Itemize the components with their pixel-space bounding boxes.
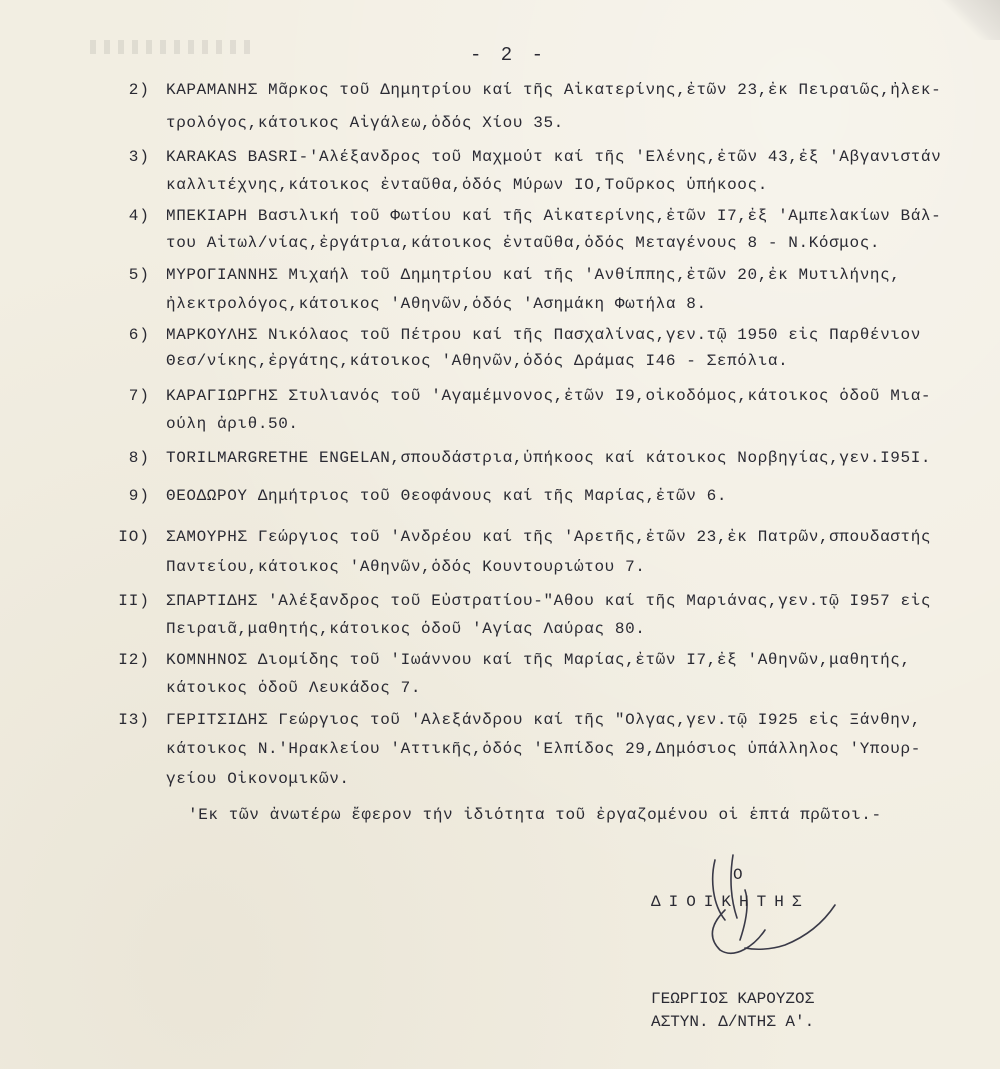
closing-remark: 'Εκ τῶν ἀνωτέρω ἔφερον τήν ἰδιότητα τοῦ ἐργαζομένου οἱ ἑπτά πρῶτοι.- [188, 806, 882, 824]
entry-line: ούλη ἀριθ.50. [166, 415, 299, 433]
entry-number: 5) [128, 266, 150, 284]
entry-line: ΚΟΜΝΗΝΟΣ Διομίδης τοῦ 'Ιωάννου καί τῆς Μαρίας,ἐτῶν Ι7,ἐξ 'Αθηνῶν,μαθητής, [166, 651, 911, 669]
entry-line: ΚΑΡΑΓΙΩΡΓΗΣ Στυλιανός τοῦ 'Αγαμέμνονος,ἐτῶν Ι9,οἰκοδόμος,κάτοικος ὁδοῦ Μια- [166, 387, 932, 405]
page-corner-fold [940, 0, 1000, 40]
entry-line: ἠλεκτρολόγος,κάτοικος 'Αθηνῶν,ὁδός 'Ασημάκη Φωτήλα 8. [166, 295, 707, 313]
entry-line: γείου Οἰκονομικῶν. [166, 770, 350, 788]
entry-line: του Αἰτωλ/νίας,ἐργάτρια,κάτοικος ἐνταῦθα,ὁδός Μεταγένους 8 - Ν.Κόσμος. [166, 234, 881, 252]
entry-line: ΚΑΡΑΜΑΝΗΣ Μᾶρκος τοῦ Δημητρίου καί τῆς Αἰκατερίνης,ἐτῶν 23,ἐκ Πειραιῶς,ἠλεκ- [166, 81, 942, 99]
entry-line: ΜΥΡΟΓΙΑΝΝΗΣ Μιχαήλ τοῦ Δημητρίου καί τῆς 'Ανθίππης,ἐτῶν 20,ἐκ Μυτιλήνης, [166, 266, 901, 284]
entry-number: 4) [128, 207, 150, 225]
entry-number: 9) [128, 487, 150, 505]
entry-number: Ι2) [118, 651, 150, 669]
entry-number: ΙΟ) [118, 528, 150, 546]
entry-line: ΜΠΕΚΙΑΡΗ Βασιλική τοῦ Φωτίου καί τῆς Αἰκατερίνης,ἐτῶν Ι7,ἐξ 'Αμπελακίων Βάλ- [166, 207, 942, 225]
entry-line: KARAKAS BASRI-'Αλέξανδρος τοῦ Μαχμούτ καί τῆς 'Ελένης,ἐτῶν 43,ἐξ 'Αβγανιστάν [166, 148, 942, 166]
entry-line: ΘΕΟΔΩΡΟΥ Δημήτριος τοῦ Θεοφάνους καί τῆς Μαρίας,ἐτῶν 6. [166, 487, 728, 505]
signature-title: ΔΙΟΙΚΗΤΗΣ [651, 893, 810, 911]
entry-number: 6) [128, 326, 150, 344]
entry-line: τρολόγος,κάτοικος Αἰγάλεω,ὁδός Χίου 35. [166, 114, 564, 132]
entry-line: ΓΕΡΙΤΣΙΔΗΣ Γεώργιος τοῦ 'Αλεξάνδρου καί τῆς "Ολγας,γεν.τῷ Ι925 εἰς Ξάνθην, [166, 711, 921, 729]
entry-number: 3) [128, 148, 150, 166]
entry-number: 8) [128, 449, 150, 467]
bleed-through-text [90, 40, 250, 54]
entry-line: TORILMARGRETHE ENGELAN,σπουδάστρια,ὑπήκοος καί κάτοικος Νορβηγίας,γεν.Ι95Ι. [166, 449, 932, 467]
signatory-name: ΓΕΩΡΓΙΟΣ ΚΑΡΟΥΖΟΣ [651, 990, 815, 1008]
entry-number: 7) [128, 387, 150, 405]
signature-article: Ο [733, 866, 743, 884]
entry-line: ΣΠΑΡΤΙΔΗΣ 'Αλέξανδρος τοῦ Εὐστρατίου-"Αθου καί τῆς Μαριάνας,γεν.τῷ Ι957 εἰς [166, 592, 932, 610]
entry-line: καλλιτέχνης,κάτοικος ἐνταῦθα,ὁδός Μύρων ΙΟ,Τοῦρκος ὑπήκοος. [166, 176, 768, 194]
entry-line: ΣΑΜΟΥΡΗΣ Γεώργιος τοῦ 'Ανδρέου καί τῆς 'Αρετῆς,ἐτῶν 23,ἐκ Πατρῶν,σπουδαστής [166, 528, 932, 546]
entry-line: κάτοικος Ν.'Ηρακλείου 'Αττικῆς,ὁδός 'Ελπίδος 29,Δημόσιος ὑπάλληλος 'Υπουρ- [166, 740, 921, 758]
entry-line: ΜΑΡΚΟΥΛΗΣ Νικόλαος τοῦ Πέτρου καί τῆς Πασχαλίνας,γεν.τῷ 1950 εἰς Παρθένιον [166, 326, 921, 344]
entry-number: Ι3) [118, 711, 150, 729]
entry-line: Θεσ/νίκης,ἐργάτης,κάτοικος 'Αθηνῶν,ὁδός Δράμας Ι46 - Σεπόλια. [166, 352, 789, 370]
entry-number: 2) [128, 81, 150, 99]
entry-number: ΙΙ) [118, 592, 150, 610]
entry-line: κάτοικος ὁδοῦ Λευκάδος 7. [166, 679, 422, 697]
entry-line: Παντείου,κάτοικος 'Αθηνῶν,ὁδός Κουντουριώτου 7. [166, 558, 646, 576]
entry-line: Πειραιᾶ,μαθητής,κάτοικος ὁδοῦ 'Αγίας Λαύρας 80. [166, 620, 646, 638]
signatory-rank: ΑΣΤΥΝ. Δ/ΝΤΗΣ Α'. [651, 1013, 815, 1031]
page-number: - 2 - [470, 44, 548, 66]
